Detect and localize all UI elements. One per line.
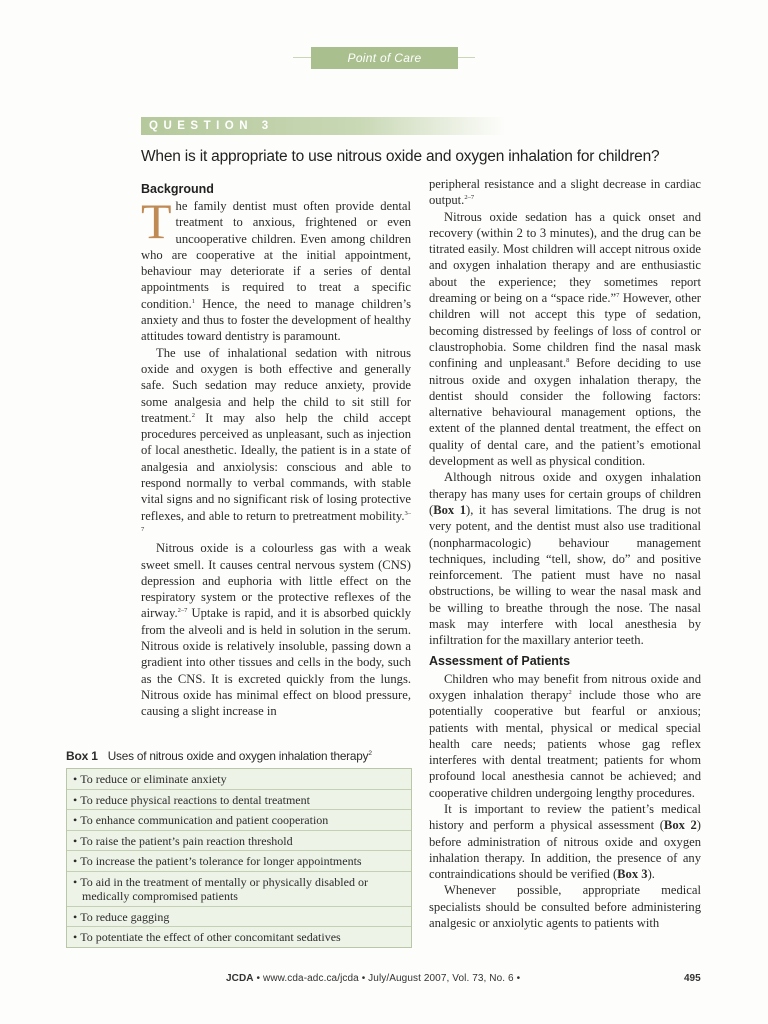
right-column — [429, 176, 701, 931]
box3-reference: Box 3 — [617, 867, 648, 882]
box1-item: • To enhance communication and patient cooperation — [67, 809, 411, 830]
question-label: QUESTION 3 — [141, 117, 505, 135]
box1-item: • To raise the patient’s pain reaction threshold — [67, 830, 411, 851]
paragraph-1: The family dentist must often provide dental treatment to anxious, frightened or even uncooperative children. Even among children who are cooperative at the initial appointment, behaviour may deteriorate if a series of dental appointments is required to treat a specific condition.$^1$ Hence, the need to manage children’s anxiety and thus to foster the development of healthy attitudes toward dentistry is paramount. — [141, 193, 411, 344]
footer-citation: JCDA • www.cda-adc.ca/jcda • July/August 2007, Vol. 73, No. 6 • — [226, 973, 521, 984]
box1-item: • To reduce or eliminate anxiety — [73, 772, 227, 786]
citation-ref: 3–7 — [141, 509, 411, 533]
background-heading: Background — [141, 182, 214, 196]
citation-ref: 7 — [616, 292, 620, 300]
box2-reference: Box 2 — [663, 818, 697, 833]
left-column — [141, 181, 411, 720]
paragraph-7: It is important to review the patient’s medical history and perform a physical assessment (Box 2) before administration of nitrous oxide and oxygen inhalation therapy. In addition, the presence of any contraindications should be verified (Box 3). — [429, 801, 701, 882]
box1-caption: Uses of nitrous oxide and oxygen inhalation therapy — [107, 749, 369, 763]
question-title: When is it appropriate to use nitrous oxide and oxygen inhalation for children? — [141, 148, 660, 165]
citation-ref: 2–7 — [464, 194, 475, 202]
citation-ref: 2 — [191, 411, 195, 419]
paragraph-5: Although nitrous oxide and oxygen inhalation therapy has many uses for certain groups of children (Box 1), it has several limitations. The drug is not very potent, and the dentist must also use traditional (nonpharmacologic) behaviour management techniques, including “tell, show, do” and positive reinforcement. The patient must have no nasal obstructions, be willing to wear the nasal mask and be willing to breathe through the nose. The nasal mask may interfere with local anesthesia by infiltration for the maxillary anterior teeth. — [429, 470, 701, 648]
citation-ref: 2 — [368, 750, 372, 757]
paragraph-3: Nitrous oxide is a colourless gas with a weak sweet smell. It causes central nervous system (CNS) depression and euphoria with little effect on the respiratory system or the protective reflexes of the airway.$^{2-7}$ Uptake is rapid, and it is absorbed quickly from the alveoli and is held in solution in the serum. Nitrous oxide is relatively insoluble, passing down a gradient into other tissues and cells in the body, such as the CNS. It is excreted quickly from the lungs. Nitrous oxide has minimal effect on blood pressure, causing a slight increase in — [141, 541, 411, 719]
paragraph-3-continued — [429, 176, 701, 209]
citation-ref: 8 — [566, 357, 570, 365]
section-tag: Point of Care — [311, 47, 458, 69]
box1-label: Box 1 — [66, 749, 98, 763]
page-number: 495 — [684, 973, 701, 984]
box1-item: • To reduce physical reactions to dental treatment — [67, 789, 411, 810]
assessment-heading: Assessment of Patients — [429, 653, 571, 668]
paragraph-8: Whenever possible, appropriate medical specialists should be consulted before administering analgesic or anxiolytic agents to patients with — [429, 883, 701, 931]
citation-ref: 2–7 — [177, 607, 188, 615]
paragraph-4: Nitrous oxide sedation has a quick onset and recovery (within 2 to 3 minutes), and the drug can be titrated easily. Most children will accept nitrous oxide and oxygen inhalation therapy and are enthusiastic about the experience; they sometimes report dreaming or being on a “space ride.”$^7$ However, other children will not accept this type of sedation, becoming distressed by feelings of loss of control or claustrophobia. Some children find the nasal mask confining and unpleasant.$^8$ Before deciding to use nitrous oxide and oxygen inhalation therapy, the dentist should consider the following factors: alternative behavioural management options, the extent of the planned dental treatment, the effect on quality of dental care, and the patient’s emotional development as well as physical condition. — [429, 209, 701, 469]
citation-ref: 1 — [191, 297, 195, 305]
paragraph-2: The use of inhalational sedation with nitrous oxide and oxygen is both effective and generally safe. Such sedation may reduce anxiety, provide some analgesia and help the child to sit still for treatment.$^2$ It may also help the child accept procedures perceived as unpleasant, such as injection of local anesthetic. Ideally, the patient is in a state of analgesia and anxiolysis: conscious and able to respond normally to verbal commands, with stable vital signs and no significant risk of losing protective reflexes, and able to return to pretreatment mobility.$^{3-7}$ — [141, 345, 411, 533]
box1-item: • To potentiate the effect of other concomitant sedatives — [67, 926, 411, 947]
box1-list — [66, 768, 412, 948]
citation-ref: 2 — [568, 688, 572, 696]
box1-item: • To aid in the treatment of mentally or physically disabled or medically compromised patients — [67, 871, 411, 906]
paragraph-3-tail: peripheral resistance and a slight decrease in cardiac output. — [429, 177, 701, 208]
drop-cap: T — [141, 193, 172, 249]
box1-item: • To reduce gagging — [67, 906, 411, 927]
box1-reference: Box 1 — [433, 502, 467, 517]
box1-title — [66, 748, 411, 764]
box1-item: • To increase the patient’s tolerance for longer appointments — [67, 850, 411, 871]
journal-name: JCDA — [226, 973, 254, 984]
paragraph-6: Children who may benefit from nitrous oxide and oxygen inhalation therapy$^2$ include those who are potentially cooperative but fearful or anxious; patients with mental, physical or medical special health care needs; patients whose gag reflex interferes with dental treatment; patients for whom profound local anesthesia cannot be achieved; and cooperative children undergoing lengthy procedures. — [429, 671, 701, 800]
